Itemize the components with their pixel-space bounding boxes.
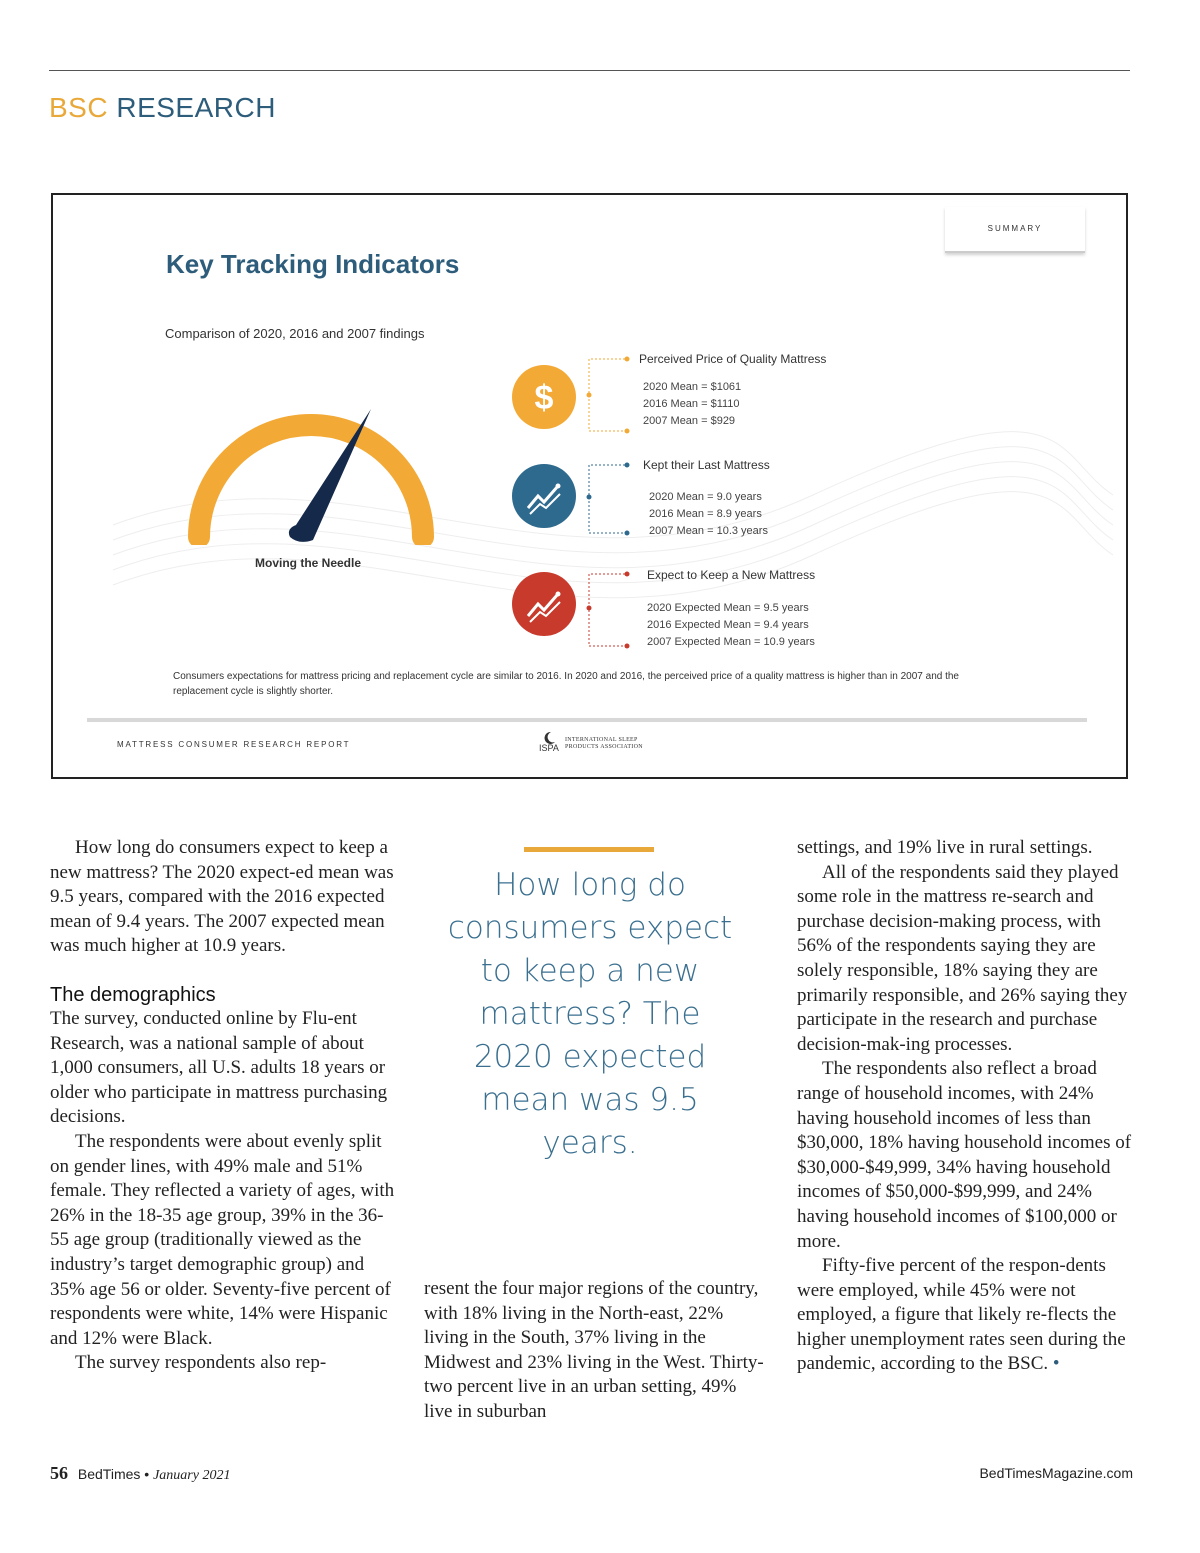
gauge-label: Moving the Needle <box>255 556 362 570</box>
figure-subtitle: Comparison of 2020, 2016 and 2007 findings <box>165 326 425 341</box>
trend-chart-icon <box>512 572 576 636</box>
indicator-value: 2016 Mean = $1110 <box>643 398 740 410</box>
paragraph <box>797 1254 1137 1377</box>
summary-tab: SUMMARY <box>945 207 1085 253</box>
ispa-logo <box>539 731 643 759</box>
issue-date: January 2021 <box>153 1468 231 1483</box>
indicator-heading: Perceived Price of Quality Mattress <box>639 352 827 366</box>
connector-bracket <box>585 570 630 650</box>
paragraph: The survey respondents also rep- <box>75 1352 327 1374</box>
figure-note: Consumers expectations for mattress pricing and replacement cycle are similar to 2016. In 2020 and 2016, the perceived price of a quality mattress is higher than in 2007 and the replacement cycle is slightly shorter. <box>173 671 959 697</box>
paragraph: How long do consumers expect to keep a new mattress? The 2020 expect-ed mean was 9.5 years, compared with the 2016 expected mean of 9.4 years. The 2007 expected mean was much higher at 10.9 years. <box>50 837 394 957</box>
top-rule <box>49 70 1130 71</box>
indicator-heading: Kept their Last Mattress <box>643 458 770 472</box>
folio-separator: • <box>144 1466 150 1482</box>
indicator-heading: Expect to Keep a New Mattress <box>647 568 816 582</box>
indicator-value: 2020 Expected Mean = 9.5 years <box>647 602 809 614</box>
pull-quote: How long do consumers expect to keep a new mattress? The 2020 expected mean was 9.5 years. <box>447 867 733 1161</box>
section-title-research: RESEARCH <box>116 92 276 123</box>
section-title-bsc: BSC <box>49 92 109 123</box>
paragraph: The respondents also reflect a broad range of household incomes, with 24% having household incomes of less than $30,000, 18% having household incomes of $30,000-$49,999, 34% having household incomes of $50,000-$99,999, and 24% having household incomes of $100,000 or more. <box>797 1058 1132 1252</box>
key-tracking-indicators-figure <box>51 193 1128 779</box>
indicator-value: 2016 Expected Mean = 9.4 years <box>647 619 809 631</box>
connector-bracket <box>585 355 630 435</box>
page-number: 56 <box>50 1463 68 1483</box>
ispa-mark: ISPA <box>539 743 559 753</box>
indicator-value: 2020 Mean = 9.0 years <box>649 491 762 503</box>
subhead-demographics: The demographics <box>50 983 216 1006</box>
indicator-value: 2007 Expected Mean = 10.9 years <box>647 636 815 648</box>
figure-footer: MATTRESS CONSUMER RESEARCH REPORT <box>117 740 351 749</box>
paragraph: The respondents were about evenly split on gender lines, with 49% male and 51% female. They reflected a variety of ages, with 26% in the 18-35 age group, 39% in the 36-55 age group (traditionally viewed as the industry’s target demographic group) and 35% age 56 or older. Seventy-five percent of respondents were white, 14% were Hispanic and 12% were Black. <box>50 1130 395 1349</box>
figure-bottom-rule <box>87 718 1087 722</box>
section-title <box>49 92 276 124</box>
page-folio <box>50 1463 230 1484</box>
pull-quote-rule <box>524 847 654 852</box>
article-column-3 <box>797 836 1137 1377</box>
paragraph: All of the respondents said they played some role in the mattress re-search and purchase decision-making process, with 56% of the respondents saying they are solely responsible, 18% saying they are primarily responsible, and 26% saying they participate in the research and purchase decision-mak-ing processes. <box>797 861 1128 1055</box>
indicator-value: 2020 Mean = $1061 <box>643 381 742 393</box>
gauge-icon <box>181 395 441 545</box>
svg-text:$: $ <box>534 379 554 417</box>
trend-chart-icon <box>512 464 576 528</box>
dollar-icon <box>512 365 576 429</box>
indicator-value: 2016 Mean = 8.9 years <box>649 508 762 520</box>
figure-title: Key Tracking Indicators <box>166 249 460 279</box>
article-column-2 <box>424 1277 769 1425</box>
indicator-value: 2007 Mean = $929 <box>643 415 736 427</box>
paragraph-text: Fifty-five percent of the respon-dents were employed, while 45% were not employed, a figure that likely re-flects the higher unemployment rates seen during the pandemic, according to the BSC. <box>797 1255 1126 1375</box>
paragraph: settings, and 19% live in rural settings. <box>797 837 1093 858</box>
indicator-value: 2007 Mean = 10.3 years <box>649 525 768 537</box>
article-column-1 <box>50 836 395 1376</box>
end-mark: • <box>1052 1353 1060 1375</box>
ispa-text: INTERNATIONAL SLEEP PRODUCTS ASSOCIATION <box>565 737 643 750</box>
connector-bracket <box>585 461 630 537</box>
paragraph: resent the four major regions of the country, with 18% living in the North-east, 22% living in the South, 37% living in the Midwest and 23% living in the West. Thirty-two percent live in an urban setting, 49% live in suburban <box>424 1278 764 1422</box>
magazine-name: BedTimes <box>77 1466 141 1482</box>
paragraph: The survey, conducted online by Flu-ent Research, was a national sample of about 1,000 consumers, all U.S. adults 18 years or older who participate in mattress purchasing decisions. <box>50 1007 388 1128</box>
website-link[interactable]: BedTimesMagazine.com <box>979 1465 1133 1481</box>
